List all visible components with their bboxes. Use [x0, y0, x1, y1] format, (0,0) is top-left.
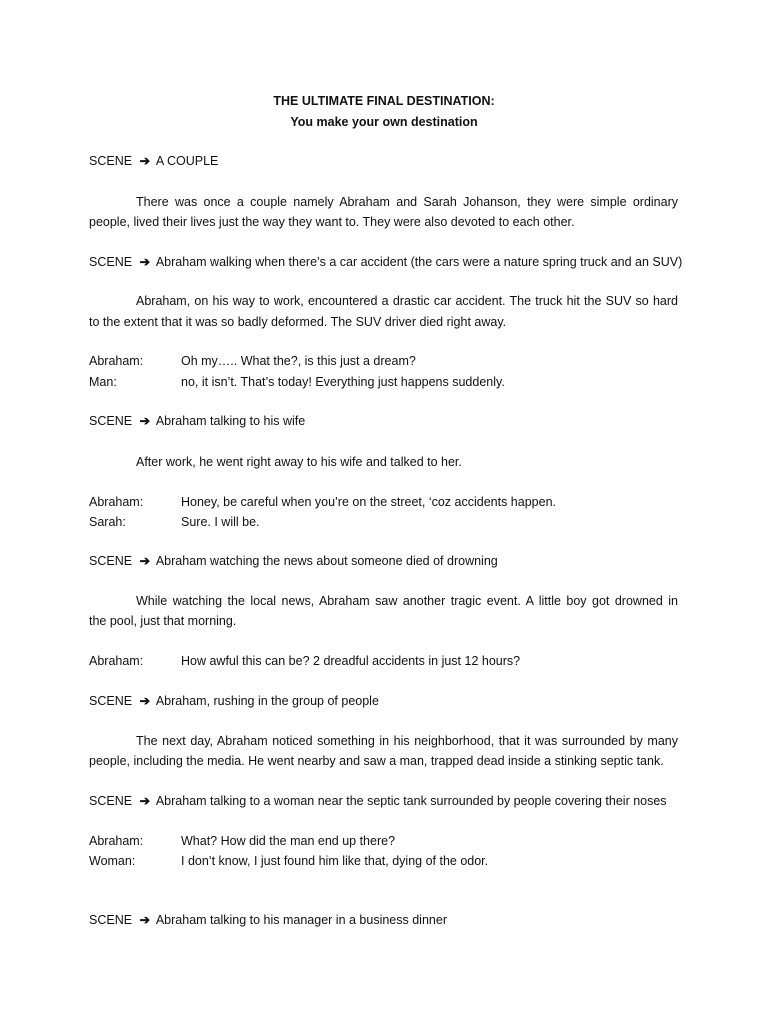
scene-heading: [89, 693, 379, 709]
scene-heading: [89, 413, 305, 429]
scene-description: Abraham, rushing in the group of people: [155, 694, 379, 708]
dialogue-text: What? How did the man end up there?: [181, 834, 396, 848]
scene-heading: [89, 553, 498, 569]
paragraph-line: There was once a couple namely Abraham and Sarah Johanson, they were simple ordinary: [136, 195, 678, 209]
paragraph-line: While watching the local news, Abraham saw another tragic event. A little boy got drowned in: [136, 594, 678, 608]
scene-heading: [89, 793, 667, 809]
arrow-right-icon: ➔: [139, 414, 151, 428]
dialogue-text: Honey, be careful when you’re on the street, ‘coz accidents happen.: [181, 495, 556, 509]
dialogue-text: I don’t know, I just found him like that, dying of the odor.: [181, 854, 489, 868]
dialogue-speaker: Woman:: [89, 854, 136, 868]
paragraph-line: people, including the media. He went nearby and saw a man, trapped dead inside a stinking septic tank.: [89, 754, 664, 768]
scene-label: SCENE: [89, 154, 133, 168]
scene-label: SCENE: [89, 255, 133, 269]
dialogue-speaker: Abraham:: [89, 495, 144, 509]
scene-description: Abraham talking to his manager in a business dinner: [155, 913, 447, 927]
arrow-right-icon: ➔: [139, 694, 151, 708]
paragraph-line: the pool, just that morning.: [89, 614, 237, 628]
scene-description: Abraham walking when there’s a car accident (the cars were a nature spring truck and an SUV): [155, 255, 683, 269]
arrow-right-icon: ➔: [139, 255, 151, 269]
paragraph-line: After work, he went right away to his wife and talked to her.: [136, 455, 462, 469]
dialogue-speaker: Abraham:: [89, 654, 144, 668]
scene-description: Abraham talking to a woman near the septic tank surrounded by people covering their noses: [155, 794, 667, 808]
dialogue-speaker: Abraham:: [89, 834, 144, 848]
scene-description: A COUPLE: [155, 154, 219, 168]
dialogue-speaker: Abraham:: [89, 354, 144, 368]
scene-heading: [89, 254, 682, 270]
scene-label: SCENE: [89, 694, 133, 708]
scene-label: SCENE: [89, 554, 133, 568]
dialogue-text: Sure. I will be.: [181, 515, 260, 529]
arrow-right-icon: ➔: [139, 794, 151, 808]
dialogue-text: no, it isn’t. That’s today! Everything just happens suddenly.: [181, 375, 505, 389]
dialogue-text: Oh my….. What the?, is this just a dream?: [181, 354, 416, 368]
scene-heading: [89, 912, 447, 928]
arrow-right-icon: ➔: [139, 913, 151, 927]
paragraph-line: to the extent that it was so badly deformed. The SUV driver died right away.: [89, 315, 507, 329]
arrow-right-icon: ➔: [139, 554, 151, 568]
dialogue-text: How awful this can be? 2 dreadful accidents in just 12 hours?: [181, 654, 521, 668]
scene-heading: [89, 153, 218, 169]
scene-label: SCENE: [89, 414, 133, 428]
paragraph-line: Abraham, on his way to work, encountered a drastic car accident. The truck hit the SUV so hard: [136, 294, 678, 308]
document-title: THE ULTIMATE FINAL DESTINATION:: [273, 94, 495, 108]
document-subtitle: You make your own destination: [290, 115, 478, 129]
scene-description: Abraham talking to his wife: [155, 414, 306, 428]
paragraph-line: The next day, Abraham noticed something in his neighborhood, that it was surrounded by many: [136, 734, 678, 748]
scene-label: SCENE: [89, 794, 133, 808]
scene-label: SCENE: [89, 913, 133, 927]
scene-description: Abraham watching the news about someone died of drowning: [155, 554, 498, 568]
dialogue-speaker: Man:: [89, 375, 117, 389]
paragraph-line: people, lived their lives just the way they want to. They were also devoted to each other.: [89, 215, 575, 229]
dialogue-speaker: Sarah:: [89, 515, 126, 529]
arrow-right-icon: ➔: [139, 154, 151, 168]
